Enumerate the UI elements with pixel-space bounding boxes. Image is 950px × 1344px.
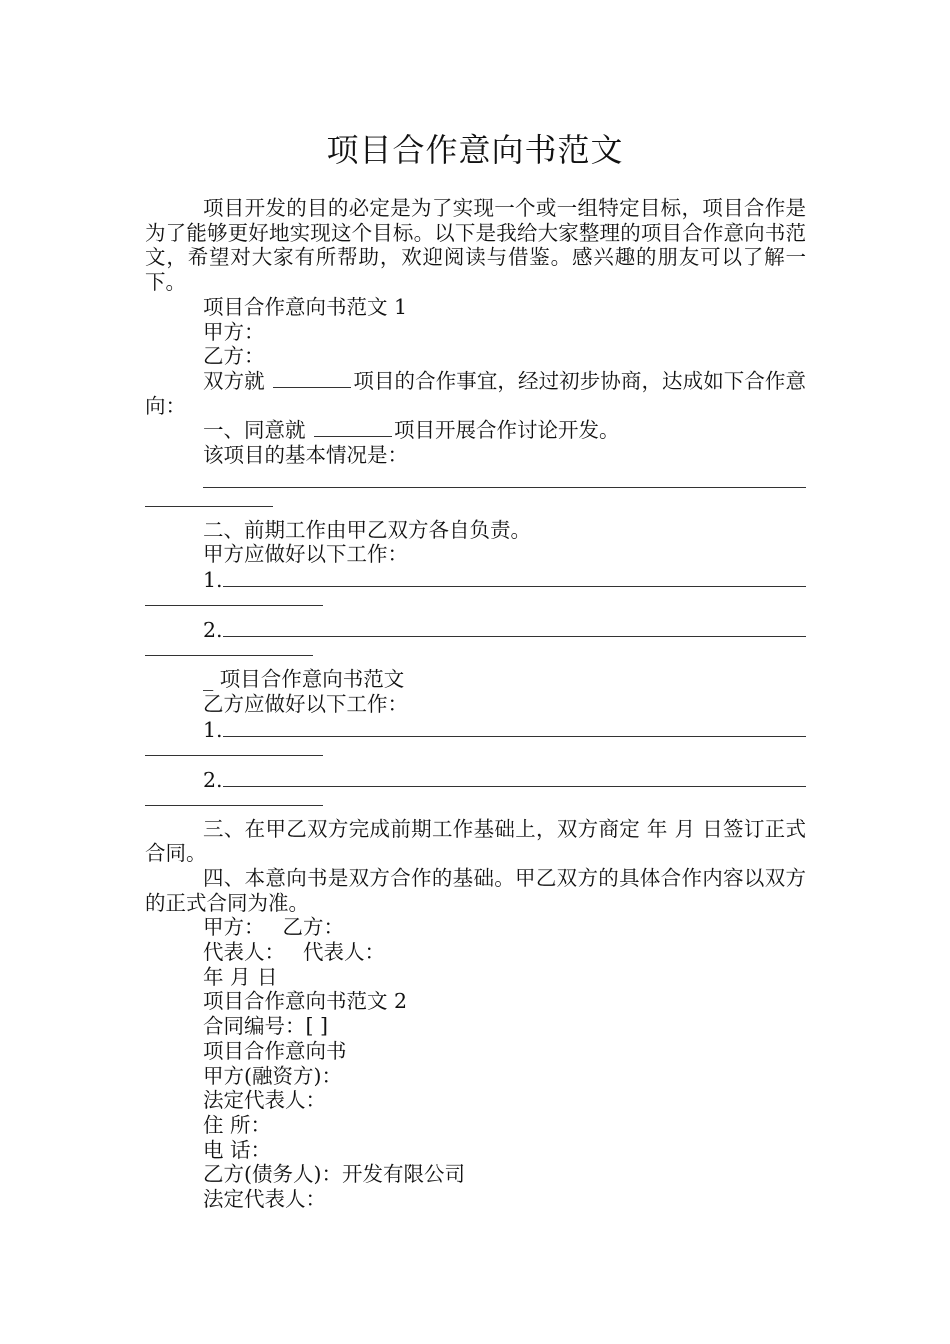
clause-2: 二、前期工作由甲乙双方各自负责。 — [203, 517, 531, 542]
clause-intro-end: 项目的合作事宜，经过初步协商，达成如下合作意向： — [145, 368, 806, 418]
a-work-item-2-tail — [145, 643, 806, 667]
sample2-legal-rep-b: 法定代表人： — [203, 1187, 326, 1212]
item-number: 2. — [203, 618, 223, 643]
sample2-address: 住 所： — [203, 1112, 272, 1137]
clause-4: 四、本意向书是双方合作的基础。甲乙双方的具体合作内容以双方的正式合同为准。 — [145, 865, 806, 915]
signature-reps — [145, 940, 806, 965]
item-number: 2. — [203, 767, 223, 792]
party-b-work-label: 乙方应做好以下工作： — [203, 691, 408, 716]
watermark-line: _ 项目合作意向书范文 — [203, 667, 405, 692]
item-number: 1. — [203, 717, 223, 742]
document-body — [145, 196, 806, 1212]
fill-rule — [223, 786, 806, 787]
a-work-item-1-tail — [145, 593, 806, 617]
clause-intro-start: 双方就 — [203, 368, 265, 393]
contract-number: 合同编号：[ ] — [203, 1014, 329, 1039]
rep-party-b: 代表人： — [303, 940, 385, 965]
sample2-doc-title: 项目合作意向书 — [203, 1038, 347, 1063]
clause-intro — [145, 369, 806, 418]
b-work-item-1 — [145, 717, 806, 743]
sample2-legal-rep: 法定代表人： — [203, 1088, 326, 1113]
party-b-label: 乙方： — [203, 344, 265, 369]
fill-rule — [203, 487, 806, 488]
sample2-party-b: 乙方(债务人)：开发有限公司 — [203, 1162, 465, 1187]
sample2-heading: 项目合作意向书范文 2 — [203, 989, 408, 1014]
fill-tail-rule — [145, 593, 323, 606]
fill-tail-rule — [145, 643, 313, 656]
party-a-label: 甲方： — [203, 319, 265, 344]
sample1-heading: 项目合作意向书范文 1 — [203, 294, 408, 319]
fill-rule — [223, 636, 806, 637]
a-work-item-1 — [145, 567, 806, 593]
sign-party-a: 甲方： — [203, 915, 265, 940]
clause-1 — [145, 418, 806, 443]
intro-paragraph: 项目开发的目的必定是为了实现一个或一组特定目标，项目合作是为了能够更好地实现这个目标。以下是我给大家整理的项目合作意向书范文，希望对大家有所帮助，欢迎阅读与借鉴。感兴趣的朋友可以了解一下。 — [145, 196, 806, 295]
project-name-blank-2 — [314, 419, 392, 437]
signature-parties — [145, 915, 806, 940]
item-number: 1. — [203, 568, 223, 593]
fill-rule — [223, 586, 806, 587]
b-work-item-2 — [145, 767, 806, 793]
fill-rule — [223, 736, 806, 737]
project-name-blank — [273, 370, 351, 388]
clause-1-start: 一、同意就 — [203, 418, 306, 443]
fill-tail-rule — [145, 793, 323, 806]
clause-3: 三、在甲乙双方完成前期工作基础上，双方商定 年 月 日签订正式合同。 — [145, 816, 806, 866]
rep-party-a: 代表人： — [203, 940, 285, 965]
basic-info-label: 该项目的基本情况是： — [203, 443, 408, 468]
fill-tail-rule — [145, 494, 273, 507]
sign-party-b: 乙方： — [282, 915, 344, 940]
fill-tail-rule — [145, 743, 323, 756]
b-work-item-1-tail — [145, 743, 806, 767]
b-work-item-2-tail — [145, 793, 806, 817]
sample2-phone: 电 话： — [203, 1137, 272, 1162]
page-title: 项目合作意向书范文 — [326, 131, 624, 169]
basic-info-fill-line — [145, 468, 806, 494]
a-work-item-2 — [145, 617, 806, 643]
party-a-work-label: 甲方应做好以下工作： — [203, 542, 408, 567]
basic-info-fill-tail — [145, 494, 806, 518]
signature-date: 年 月 日 — [203, 964, 278, 989]
clause-1-end: 项目开展合作讨论开发。 — [394, 418, 620, 443]
sample2-party-a: 甲方(融资方)： — [203, 1063, 342, 1088]
